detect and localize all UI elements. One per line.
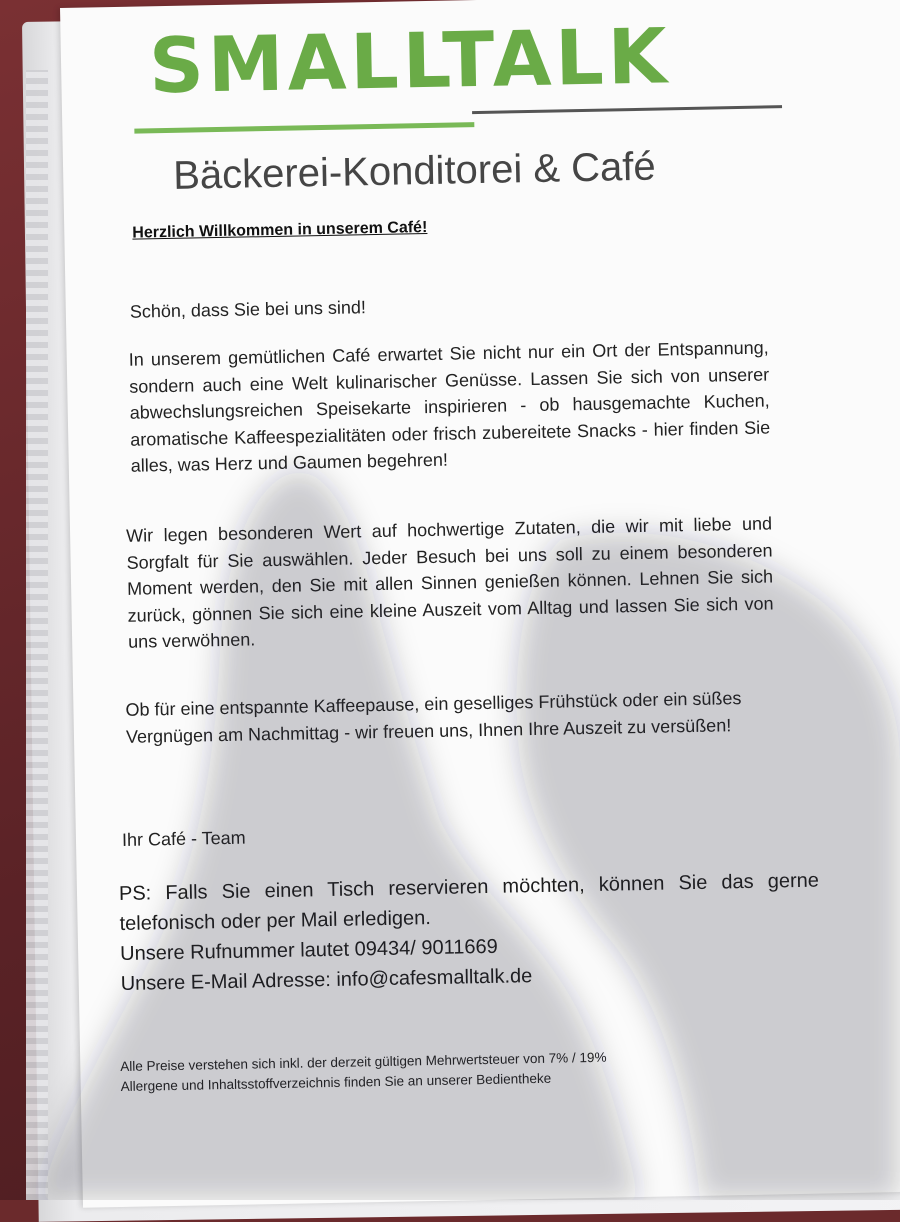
- ps-section: [119, 866, 821, 999]
- legal-notes: [120, 1045, 741, 1097]
- logo-underline-dark: [472, 105, 782, 114]
- reservation-note: PS: Falls Sie einen Tisch reservieren möchten, können Sie das gerne telefonisch oder per Mail erledigen.: [118, 869, 820, 936]
- greeting-text: Schön, dass Sie bei uns sind!: [129, 297, 367, 322]
- menu-page: [60, 0, 900, 1208]
- quality-paragraph: Wir legen besonderen Wert auf hochwertige Zutaten, die wir mit liebe und Sorgfalt für Sie auswählen. Jeder Besuch bei uns soll zu einem besonderen Moment werden, den Sie mit allen Sinnen genießen können. Lehnen Sie sich zurück, gönnen Sie sich eine kleine Auszeit vom Alltag und lassen Sie sich von uns verwöhnen.: [125, 513, 774, 652]
- welcome-heading: Herzlich Willkommen in unserem Café!: [132, 218, 428, 242]
- logo-underline-green: [134, 122, 474, 134]
- closing-paragraph: Ob für eine entspannte Kaffeepause, ein geselliges Frühstück oder ein süßes Vergnügen am Nachmittag - wir freuen uns, Ihnen Ihre Auszeit zu versüßen!: [125, 688, 742, 747]
- sleeve-binding-edge: [26, 70, 48, 1200]
- vat-note: Alle Preise verstehen sich inkl. der derzeit gültigen Mehrwertsteuer von 7% / 19%: [120, 1049, 607, 1075]
- allergen-note: Allergene und Inhaltsstoffverzeichnis finden Sie an unserer Bedientheke: [120, 1070, 552, 1095]
- signature: Ihr Café - Team: [121, 827, 246, 850]
- business-subtitle: Bäckerei-Konditorei & Café: [172, 144, 657, 198]
- phone-number-line: Unsere Rufnummer lautet 09434/ 9011669: [119, 935, 498, 966]
- email-address-line: Unsere E-Mail Adresse: info@cafesmalltalk.de: [120, 965, 533, 996]
- intro-paragraph: In unserem gemütlichen Café erwartet Sie nicht nur ein Ort der Entspannung, sondern auch eine Welt kulinarischer Genüsse. Lassen Sie sich von unserer abwechslungsreichen Speisekarte inspirieren - ob hausgemachte Kuchen, aromatische Kaffeespezialitäten oder frisch zubereitete Snacks - hier finden Sie alles, was Herz und Gaumen begehren!: [128, 337, 771, 476]
- brand-logo: SMALLTALK: [148, 11, 672, 111]
